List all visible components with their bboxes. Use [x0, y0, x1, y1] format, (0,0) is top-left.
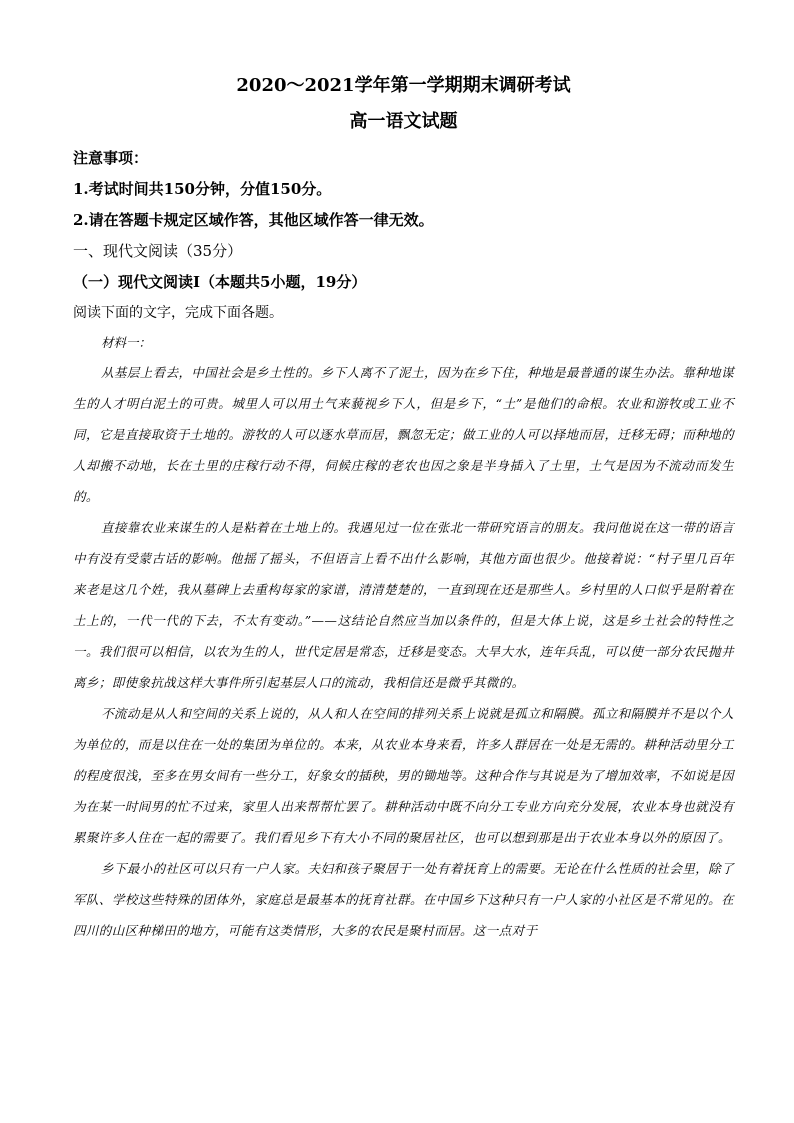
material-paragraph: 从基层上看去，中国社会是乡土性的。乡下人离不了泥土，因为在乡下住，种地是最普通的谋生办法。靠种地谋生的人才明白泥土的可贵。城里人可以用土气来藐视乡下人，但是乡下，“土”是他们的命根。农业和游牧或工业不同，它是直接取资于土地的。游牧的人可以逐水草而居，飘忽无定；做工业的人可以择地而居，迁移无碍；而种地的人却搬不动地，长在土里的庄稼行动不得，伺候庄稼的老农也因之象是半身插入了土里，土气是因为不流动而发生的。 — [73, 365, 734, 504]
subsection-title: （一）现代文阅读Ⅰ（本题共5小题，19分） — [73, 273, 367, 291]
material-label: 材料一： — [101, 335, 152, 350]
material-body — [73, 357, 734, 946]
notice-item-answer-area: 2.请在答题卡规定区域作答，其他区域作答一律无效。 — [73, 211, 434, 229]
notice-item-time: 1.考试时间共150分钟，分值150分。 — [73, 180, 332, 198]
material-paragraph: 直接靠农业来谋生的人是粘着在土地上的。我遇见过一位在张北一带研究语言的朋友。我问他说在这一带的语言中有没有受蒙古话的影响。他摇了摇头，不但语言上看不出什么影响，其他方面也很少。他接着说：“村子里几百年来老是这几个姓，我从墓碑上去重构每家的家谱，清清楚楚的，一直到现在还是那些人。乡村里的人口似乎是附着在土上的，一代一代的下去，不太有变动。”——这结论自然应当加以条件的，但是大体上说，这是乡土社会的特性之一。我们很可以相信，以农为生的人，世代定居是常态，迁移是变态。大旱大水，连年兵乱，可以使一部分农民抛井离乡；即使象抗战这样大事件所引起基层人口的流动，我相信还是微乎其微的。 — [73, 520, 734, 690]
notice-heading: 注意事项： — [73, 149, 149, 167]
exam-title: 2020～2021学年第一学期期末调研考试 — [236, 75, 571, 96]
section-title: 一、现代文阅读（35分） — [73, 242, 243, 260]
exam-subtitle: 高一语文试题 — [349, 111, 458, 132]
material-paragraph: 不流动是从人和空间的关系上说的，从人和人在空间的排列关系上说就是孤立和隔膜。孤立和隔膜并不是以个人为单位的，而是以住在一处的集团为单位的。本来，从农业本身来看，许多人群居在一处是无需的。耕种活动里分工的程度很浅，至多在男女间有一些分工，好象女的插秧，男的锄地等。这种合作与其说是为了增加效率，不如说是因为在某一时间男的忙不过来，家里人出来帮帮忙罢了。耕种活动中既不向分工专业方向充分发展，农业本身也就没有累聚许多人住在一起的需要了。我们看见乡下有大小不同的聚居社区，也可以想到那是出于农业本身以外的原因了。 — [73, 706, 734, 845]
material-paragraph: 乡下最小的社区可以只有一户人家。夫妇和孩子聚居于一处有着抚育上的需要。无论在什么性质的社会里，除了军队、学校这些特殊的团体外，家庭总是最基本的抚育社群。在中国乡下这种只有一户人家的小社区是不常见的。在四川的山区种梯田的地方，可能有这类情形，大多的农民是聚村而居。这一点对于 — [73, 861, 734, 938]
reading-instruction: 阅读下面的文字，完成下面各题。 — [73, 305, 283, 321]
